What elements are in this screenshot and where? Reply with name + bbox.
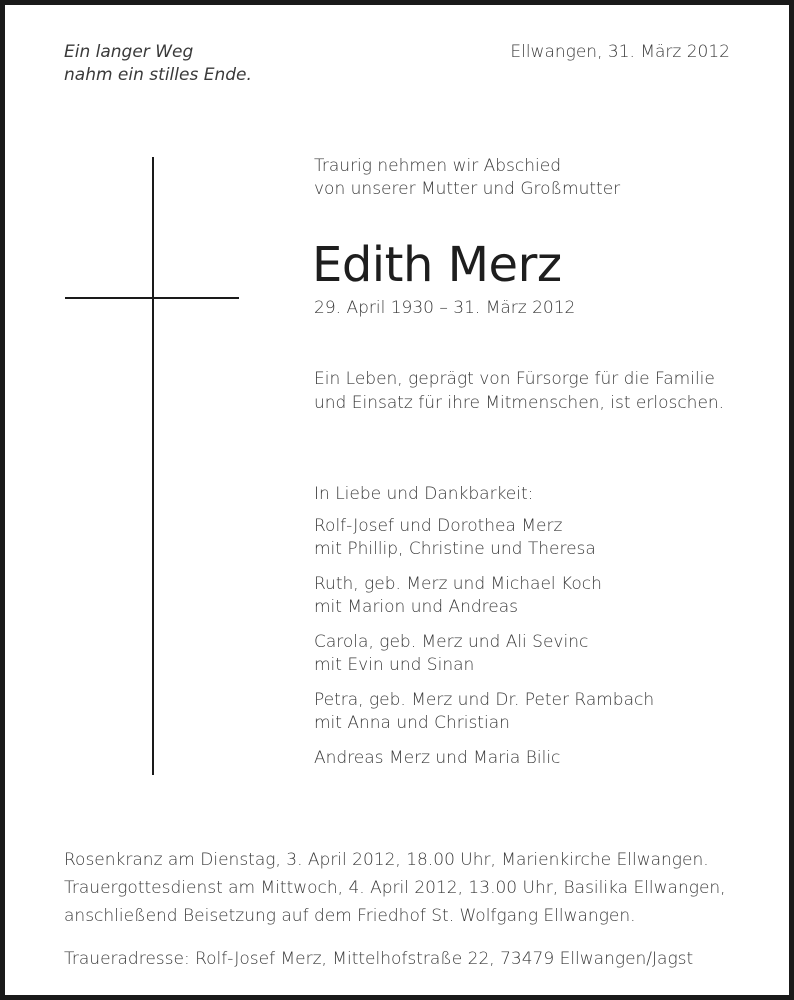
family-line: mit Marion und Andreas bbox=[314, 597, 519, 617]
family-line: Rolf-Josef und Dorothea Merz bbox=[314, 516, 563, 536]
life-dates: 29. April 1930 – 31. März 2012 bbox=[314, 298, 576, 318]
place-and-date: Ellwangen, 31. März 2012 bbox=[510, 42, 730, 62]
family-line: Carola, geb. Merz und Ali Sevinc bbox=[314, 632, 589, 652]
family-line: Petra, geb. Merz und Dr. Peter Rambach bbox=[314, 690, 655, 710]
family-line: mit Evin und Sinan bbox=[314, 655, 475, 675]
closing-phrase: In Liebe und Dankbarkeit: bbox=[314, 484, 534, 504]
family-line: mit Anna und Christian bbox=[314, 713, 510, 733]
service-line: Trauergottesdienst am Mittwoch, 4. April 2012, 13.00 Uhr, Basilika Ellwangen, bbox=[64, 878, 726, 898]
intro-line: Traurig nehmen wir Abschied bbox=[314, 156, 561, 176]
farewell-intro bbox=[314, 155, 620, 201]
intro-line: von unserer Mutter und Großmutter bbox=[314, 179, 621, 199]
family-entry bbox=[314, 747, 654, 770]
life-text bbox=[314, 367, 724, 415]
family-line: Andreas Merz und Maria Bilic bbox=[314, 748, 561, 768]
motto-line: nahm ein stilles Ende. bbox=[64, 65, 252, 85]
motto-line: Ein langer Weg bbox=[64, 42, 194, 62]
mourning-address: Traueradresse: Rolf-Josef Merz, Mittelhofstraße 22, 73479 Ellwangen/Jagst bbox=[64, 949, 694, 969]
family-entry bbox=[314, 515, 654, 561]
cross-icon bbox=[65, 157, 239, 775]
service-line: Rosenkranz am Dienstag, 3. April 2012, 18.00 Uhr, Marienkirche Ellwangen. bbox=[64, 850, 709, 870]
life-text-line: Ein Leben, geprägt von Fürsorge für die Familie bbox=[314, 369, 715, 389]
family-line: Ruth, geb. Merz und Michael Koch bbox=[314, 574, 602, 594]
life-text-line: und Einsatz für ihre Mitmenschen, ist erloschen. bbox=[314, 393, 725, 413]
service-details bbox=[64, 846, 726, 930]
deceased-name: Edith Merz bbox=[312, 237, 562, 293]
family-entry bbox=[314, 689, 654, 735]
motto bbox=[64, 41, 252, 87]
service-line: anschließend Beisetzung auf dem Friedhof St. Wolfgang Ellwangen. bbox=[64, 906, 636, 926]
family-line: mit Phillip, Christine und Theresa bbox=[314, 539, 596, 559]
family-entry bbox=[314, 631, 654, 677]
family-entry bbox=[314, 573, 654, 619]
mourners-list bbox=[314, 515, 654, 782]
